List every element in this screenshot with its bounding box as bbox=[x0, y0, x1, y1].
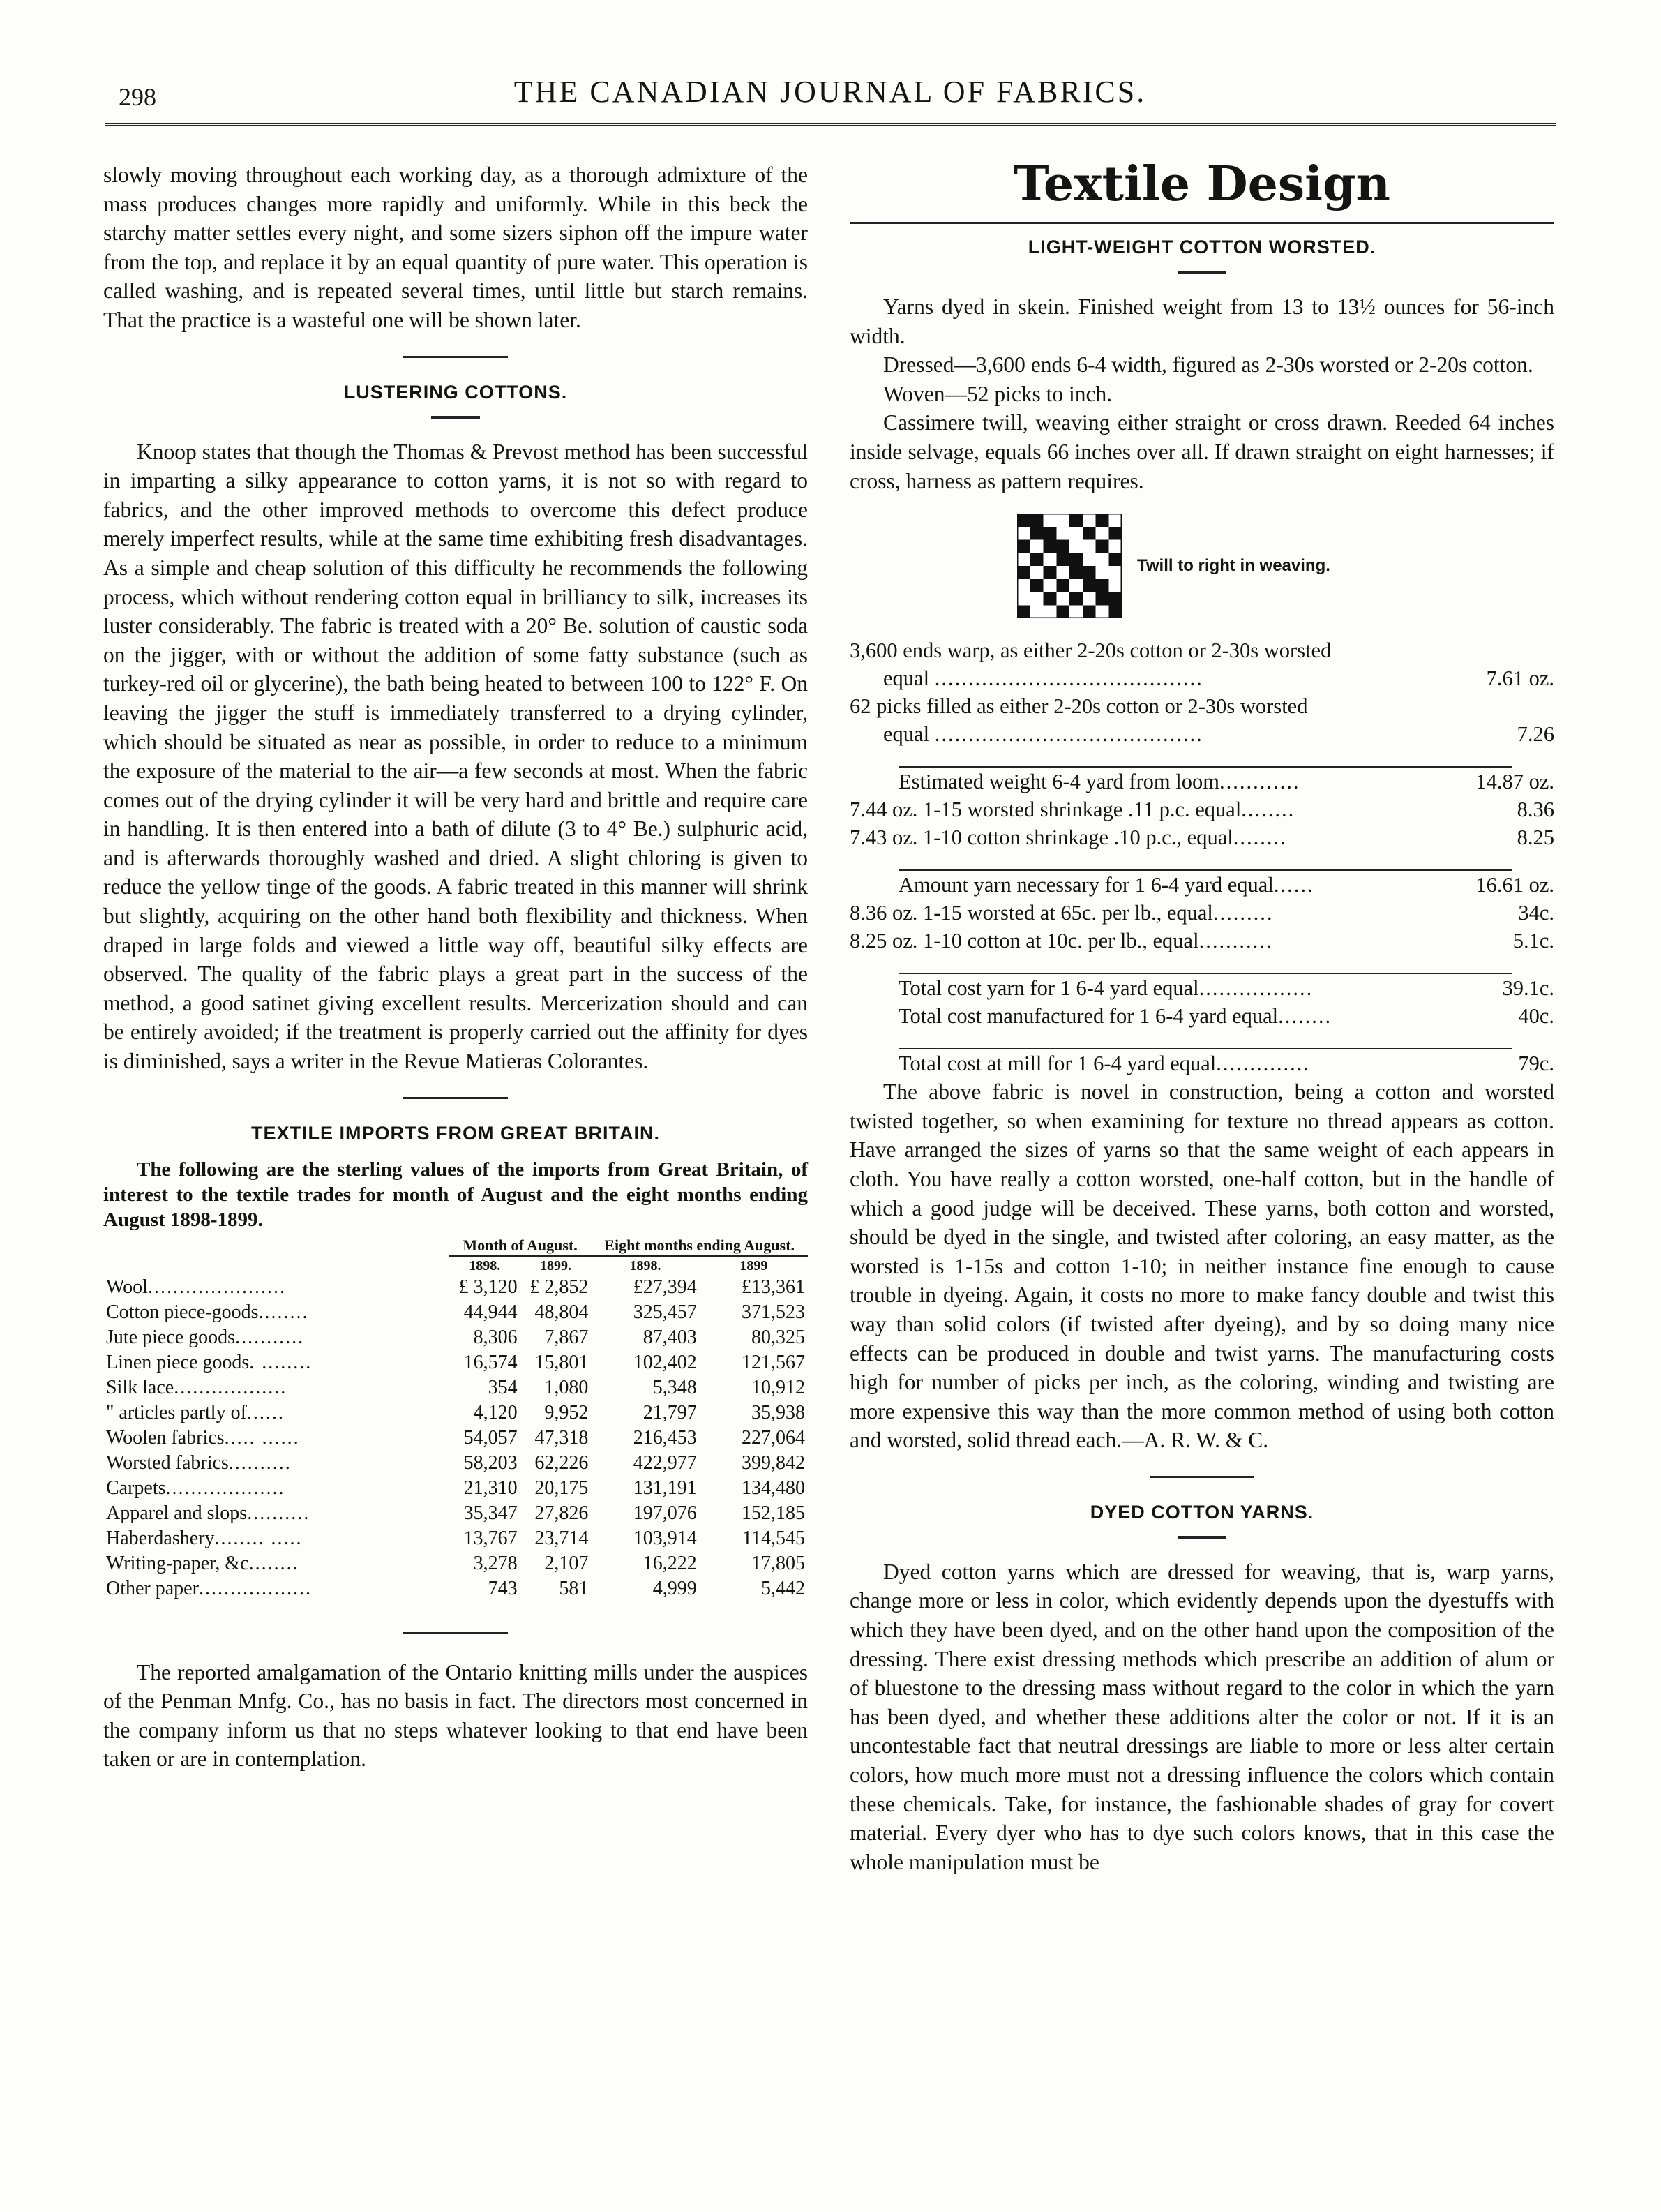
calc-value: 8.36 bbox=[1517, 798, 1554, 822]
weave-caption: Twill to right in weaving. bbox=[1137, 556, 1330, 576]
textile-design-title: Textile Design bbox=[1014, 156, 1390, 212]
row-label: Worsted fabrics bbox=[106, 1451, 229, 1474]
calc-value: 14.87 oz. bbox=[1475, 770, 1554, 794]
cell-value: 743 bbox=[488, 1577, 518, 1599]
cell-value: 1,080 bbox=[544, 1376, 589, 1398]
row-label: Jute piece goods bbox=[106, 1326, 236, 1348]
cell-value: 102,402 bbox=[633, 1351, 697, 1373]
leader-dots: ........ bbox=[1278, 1004, 1332, 1029]
cell-value: 422,977 bbox=[633, 1451, 697, 1474]
leader-dots: .............. bbox=[1216, 1052, 1310, 1076]
cell-value: £ 2,852 bbox=[529, 1276, 589, 1298]
cell-value: 4,120 bbox=[473, 1401, 518, 1423]
cell-value: 7,867 bbox=[544, 1326, 589, 1348]
calc-value: 40c. bbox=[1518, 1004, 1554, 1029]
table-row bbox=[103, 1300, 808, 1325]
lustering-body: Knoop states that though the Thomas & Prevost method has been successful in imparting a silky appearance to cotton yarns, it is not so with regard to fabrics, and the other improved methods to overcome this defect produce merely imperfect results, while at the same time exhibiting fresh disadvantages. As a simple and cheap solution of this difficulty he recommends the following process, which without rendering cotton equal in brilliancy to silk, increases its luster considerably. The fabric is treated with a 20° Be. solution of caustic soda on the jigger, with or without the addition of some fatty substance (such as turkey-red oil or glycerine), the bath being heated to between 100 to 122° F. On leaving the jigger the stuff is immediately transferred to a drying cylinder, which should be situated as near as possible, in order to reduce to a minimum the exposure of the material to the air—a few seconds at most. When the fabric comes out of the drying cylinder it will be very hard and brittle and require care in handling. It is then entered into a bath of dilute (3 to 4° Be.) sulphuric acid, and is afterwards thoroughly washed and dried. A slight chloring is given to reduce the yellow tinge of the goods. A fabric treated in this manner will shrink but slightly, acquiring on the other hand both flexibility and thickness. When draped in large folds and viewed a little way off, beautiful silky effects are observed. The quality of the fabric plays a great part in the success of the method, a good satinet giving excellent results. Mercerization should and can be entirely avoided; if the treatment is properly carried out the affinity for dyes is diminished, says a writer in the Revue Matieras Colorantes. bbox=[103, 439, 808, 1074]
leader-dots: ........ bbox=[258, 1301, 309, 1323]
cell-value: 325,457 bbox=[633, 1301, 697, 1323]
worsted-heading: LIGHT-WEIGHT COTTON WORSTED. bbox=[1028, 237, 1376, 257]
calc-value: 34c. bbox=[1518, 901, 1554, 925]
cell-value: 54,057 bbox=[463, 1426, 518, 1449]
heading-rule bbox=[1178, 271, 1226, 274]
calc-line bbox=[850, 1049, 1554, 1077]
cell-value: 2,107 bbox=[544, 1552, 589, 1574]
lustering-heading: LUSTERING COTTONS. bbox=[343, 381, 568, 403]
cell-value: 131,191 bbox=[633, 1477, 697, 1499]
table-row bbox=[103, 1551, 808, 1576]
cell-value: 8,306 bbox=[473, 1326, 518, 1348]
leader-dots: ............ bbox=[1219, 770, 1300, 794]
section-divider bbox=[403, 356, 508, 358]
row-label: " articles partly of bbox=[106, 1401, 247, 1423]
calc-text: equal bbox=[883, 666, 930, 691]
row-label: Linen piece goods bbox=[106, 1351, 250, 1373]
leader-dots: ........ ..... bbox=[214, 1527, 303, 1549]
table-row bbox=[103, 1275, 808, 1300]
table-row bbox=[103, 1375, 808, 1400]
cell-value: 62,226 bbox=[534, 1451, 589, 1474]
cell-value: 44,944 bbox=[463, 1301, 518, 1323]
calc-value: 8.25 bbox=[1517, 825, 1554, 850]
page-number: 298 bbox=[119, 83, 156, 111]
calc-line bbox=[850, 899, 1554, 927]
spec-woven: Woven—52 picks to inch. bbox=[883, 381, 1113, 406]
calc-text: 62 picks filled as either 2-20s cotton or 2-30s worsted bbox=[850, 694, 1308, 719]
row-label: Silk lace bbox=[106, 1376, 174, 1398]
group-header-eight-months: Eight months ending August. bbox=[604, 1236, 795, 1254]
calc-value: 16.61 oz. bbox=[1475, 873, 1554, 897]
leader-dots: . ........ bbox=[249, 1351, 313, 1373]
row-label: Apparel and slops bbox=[106, 1502, 248, 1524]
cell-value: 3,278 bbox=[473, 1552, 518, 1574]
cell-value: 35,938 bbox=[751, 1401, 805, 1423]
imports-heading: TEXTILE IMPORTS FROM GREAT BRITAIN. bbox=[251, 1122, 660, 1144]
left-column bbox=[103, 160, 808, 1774]
table-row bbox=[103, 1451, 808, 1476]
calc-text: 3,600 ends warp, as either 2-20s cotton or 2-30s worsted bbox=[850, 638, 1332, 663]
calc-text: 8.36 oz. 1-15 worsted at 65c. per lb., equal bbox=[850, 901, 1213, 925]
table-row bbox=[103, 1526, 808, 1551]
twill-weave-diagram bbox=[1017, 514, 1122, 618]
cell-value: 15,801 bbox=[534, 1351, 589, 1373]
cell-value: 9,952 bbox=[544, 1401, 589, 1423]
cell-value: 20,175 bbox=[534, 1477, 589, 1499]
intro-paragraph: slowly moving throughout each working day, as a thorough admixture of the mass produces changes more rapidly and uniformly. While in this beck the starchy matter settles every night, and some sizers siphon off the impure water from the top, and replace it by an equal quantity of pure water. This operation is called washing, and is repeated several times, until little but starch remains. That the practice is a wasteful one will be shown later. bbox=[103, 163, 808, 332]
cell-value: 13,767 bbox=[463, 1527, 518, 1549]
cell-value: 399,842 bbox=[742, 1451, 805, 1474]
cell-value: 21,310 bbox=[463, 1477, 518, 1499]
right-column bbox=[850, 156, 1554, 1876]
dyed-body: Dyed cotton yarns which are dressed for weaving, that is, warp yarns, change more or less in color, which evidently depends upon the dyestuffs with which they have been dyed, and on the other hand upon the composition of the dressing. There exist dressing methods which prescribe an addition of alum or of bluestone to the dressing mass without regard to the color in which the yarn has been dyed, and whether these additions alter the color or not. If it is an uncontestable fact that neutral dressings are liable to more or less alter certain colors, how much more must not a dressing influence the colors which contain these chemicals. Take, for instance, the fashionable shades of gray for covert material. Every dyer who has to dye such colors knows, that in this case the whole manipulation must be bbox=[850, 1559, 1554, 1874]
cell-value: 27,826 bbox=[534, 1502, 589, 1524]
calc-value: 5.1c. bbox=[1512, 929, 1554, 953]
heading-rule bbox=[431, 416, 480, 419]
table-row bbox=[103, 1325, 808, 1350]
cell-value: 48,804 bbox=[534, 1301, 589, 1323]
calc-line bbox=[850, 768, 1554, 795]
table-row bbox=[103, 1501, 808, 1526]
leader-dots: ...... bbox=[1273, 873, 1314, 897]
leader-dots: ........................................ bbox=[934, 722, 1203, 747]
cell-value: 581 bbox=[559, 1577, 589, 1599]
closing-paragraph: The reported amalgamation of the Ontario knitting mills under the auspices of the Penman Mnfg. Co., has no basis in fact. The directors most concerned in the company inform us that no steps whatever looking to that end have been taken or are in contemplation. bbox=[103, 1659, 808, 1772]
dyed-heading: DYED COTTON YARNS. bbox=[1090, 1501, 1314, 1523]
cell-value: 23,714 bbox=[534, 1527, 589, 1549]
row-label: Writing-paper, &c bbox=[106, 1552, 249, 1574]
cell-value: 227,064 bbox=[742, 1426, 805, 1449]
cell-value: 216,453 bbox=[633, 1426, 697, 1449]
cell-value: 35,347 bbox=[463, 1502, 518, 1524]
calc-text: 7.43 oz. 1-10 cotton shrinkage .10 p.c., equal bbox=[850, 825, 1233, 850]
page-header bbox=[105, 70, 1556, 119]
leader-dots: ........ bbox=[1241, 798, 1295, 822]
calc-text: Total cost at mill for 1 6-4 yard equal bbox=[899, 1052, 1217, 1076]
calc-line bbox=[850, 692, 1554, 720]
calc-line bbox=[850, 927, 1554, 955]
leader-dots: .................. bbox=[174, 1376, 287, 1398]
row-label: Haberdashery bbox=[106, 1527, 215, 1549]
spec-yarns: Yarns dyed in skein. Finished weight from 13 to 13½ ounces for 56-inch width. bbox=[850, 294, 1554, 348]
leader-dots: ........... bbox=[1198, 929, 1273, 953]
cell-value: 47,318 bbox=[534, 1426, 589, 1449]
leader-dots: ........... bbox=[235, 1326, 305, 1348]
cell-value: 152,185 bbox=[742, 1502, 805, 1524]
leader-dots: ........ bbox=[1233, 825, 1287, 850]
leader-dots: .......... bbox=[228, 1451, 292, 1474]
cell-value: 103,914 bbox=[633, 1527, 697, 1549]
cell-value: 114,545 bbox=[742, 1527, 805, 1549]
calc-line bbox=[850, 636, 1554, 664]
table-row bbox=[103, 1476, 808, 1501]
calc-line bbox=[850, 664, 1554, 692]
leader-dots: ........ bbox=[248, 1552, 299, 1574]
leader-dots: .................. bbox=[198, 1577, 312, 1599]
leader-dots: ...................... bbox=[147, 1276, 286, 1298]
cell-value: 87,403 bbox=[642, 1326, 697, 1348]
worsted-body: The above fabric is novel in construction, being a cotton and worsted twisted together, so when examining for texture no thread appears as cotton. Have arranged the sizes of yarns so that the same weight of each appears in cloth. You have really a cotton worsted, one-half cotton, but in the handle of which a good judge will be deceived. These yarns, both cotton and worsted, should be dyed in the single, and twisted after coloring, an easy matter, as the worsted is 1-15s and cotton 1-10; in neither instance fine enough to cause trouble in dyeing. Again, it costs no more to make fancy double and twist this way than solid colors (if twisted after dyeing), and by so doing many nice effects can be produced in double and twist yarns. The manufacturing costs high for number of picks per inch, as the coloring, winding and twisting are more expensive this way than the more common method of using both cotton and worsted, solid thread each.—A. R. W. & C. bbox=[850, 1079, 1554, 1453]
cell-value: 197,076 bbox=[633, 1502, 697, 1524]
table-row bbox=[103, 1576, 808, 1601]
group-header-month: Month of August. bbox=[463, 1236, 578, 1254]
year-header: 1899 bbox=[700, 1255, 808, 1275]
leader-dots: ...... bbox=[246, 1401, 285, 1423]
calc-line bbox=[850, 974, 1554, 1002]
calc-line bbox=[850, 823, 1554, 851]
weave-diagram-block bbox=[1017, 514, 1554, 618]
imports-table bbox=[103, 1236, 808, 1601]
calc-line bbox=[850, 795, 1554, 823]
table-row bbox=[103, 1400, 808, 1426]
section-divider bbox=[403, 1632, 508, 1634]
cell-value: 5,442 bbox=[761, 1577, 805, 1599]
cell-value: 17,805 bbox=[751, 1552, 805, 1574]
calc-line bbox=[850, 720, 1554, 748]
calc-value: 39.1c. bbox=[1502, 976, 1554, 1001]
table-row bbox=[103, 1350, 808, 1375]
calc-text: Amount yarn necessary for 1 6-4 yard equal bbox=[899, 873, 1274, 897]
leader-dots: ..... ...... bbox=[224, 1426, 300, 1449]
section-divider bbox=[403, 1097, 508, 1099]
cell-value: 121,567 bbox=[742, 1351, 805, 1373]
cell-value: 21,797 bbox=[642, 1401, 697, 1423]
calc-text: equal bbox=[883, 722, 930, 747]
leader-dots: ................. bbox=[1198, 976, 1314, 1001]
cell-value: £13,361 bbox=[742, 1276, 805, 1298]
year-header: 1898. bbox=[591, 1255, 699, 1275]
imports-intro: The following are the sterling values of the imports from Great Britain, of interest to the textile trades for month of August and the eight months ending August 1898-1899. bbox=[103, 1158, 808, 1231]
calc-text: Estimated weight 6-4 yard from loom bbox=[899, 770, 1219, 794]
year-header: 1898. bbox=[449, 1255, 520, 1275]
spec-weave: Cassimere twill, weaving either straight or cross drawn. Reeded 64 inches inside selvage, equals 66 inches over all. If drawn straight on eight harnesses; if cross, harness as pattern requires. bbox=[850, 410, 1554, 493]
calc-line bbox=[850, 1002, 1554, 1030]
calc-text: Total cost manufactured for 1 6-4 yard equal bbox=[899, 1004, 1279, 1029]
leader-dots: ......... bbox=[1212, 901, 1274, 925]
cell-value: 16,222 bbox=[642, 1552, 697, 1574]
calc-line bbox=[850, 871, 1554, 899]
cell-value: 10,912 bbox=[751, 1376, 805, 1398]
cell-value: 354 bbox=[488, 1376, 518, 1398]
calc-text: Total cost yarn for 1 6-4 yard equal bbox=[899, 976, 1199, 1001]
spec-dressed: Dressed—3,600 ends 6-4 width, figured as 2-30s worsted or 2-20s cotton. bbox=[883, 352, 1533, 378]
year-header: 1899. bbox=[520, 1255, 592, 1275]
cell-value: £27,394 bbox=[633, 1276, 697, 1298]
cell-value: £ 3,120 bbox=[458, 1276, 518, 1298]
cell-value: 16,574 bbox=[463, 1351, 518, 1373]
calc-text: 7.44 oz. 1-15 worsted shrinkage .11 p.c. equal bbox=[850, 798, 1242, 822]
cell-value: 4,999 bbox=[652, 1577, 697, 1599]
running-title: THE CANADIAN JOURNAL OF FABRICS. bbox=[513, 75, 1147, 109]
heading-rule bbox=[1178, 1536, 1226, 1539]
calc-value: 79c. bbox=[1518, 1052, 1554, 1076]
section-divider bbox=[1150, 1476, 1254, 1478]
calc-value: 7.61 oz. bbox=[1486, 666, 1554, 691]
cell-value: 371,523 bbox=[742, 1301, 805, 1323]
calc-value: 7.26 bbox=[1517, 722, 1554, 747]
table-row bbox=[103, 1426, 808, 1451]
row-label: Woolen fabrics bbox=[106, 1426, 225, 1449]
cell-value: 134,480 bbox=[742, 1477, 805, 1499]
cell-value: 80,325 bbox=[751, 1326, 805, 1348]
cell-value: 58,203 bbox=[463, 1451, 518, 1474]
cell-value: 5,348 bbox=[652, 1376, 697, 1398]
title-rule bbox=[850, 222, 1554, 224]
row-label: Wool bbox=[106, 1276, 148, 1298]
leader-dots: ................... bbox=[165, 1477, 285, 1499]
leader-dots: .......... bbox=[247, 1502, 310, 1524]
row-label: Carpets bbox=[106, 1477, 166, 1499]
leader-dots: ........................................ bbox=[934, 666, 1203, 691]
header-rule bbox=[105, 123, 1556, 126]
calc-text: 8.25 oz. 1-10 cotton at 10c. per lb., equal bbox=[850, 929, 1199, 953]
row-label: Cotton piece-goods bbox=[106, 1301, 259, 1323]
row-label: Other paper bbox=[106, 1577, 199, 1599]
